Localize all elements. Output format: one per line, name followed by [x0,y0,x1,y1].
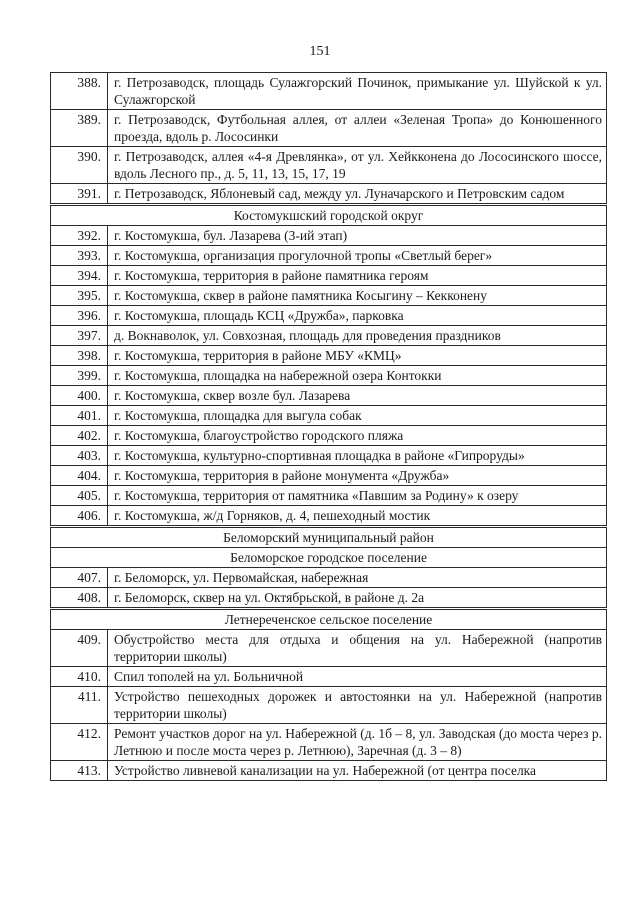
item-number: 400. [51,386,108,406]
item-number: 398. [51,346,108,366]
item-number: 391. [51,184,108,205]
table-row [51,266,607,286]
locations-table [50,72,607,781]
item-number: 404. [51,466,108,486]
table-row [51,386,607,406]
item-number: 402. [51,426,108,446]
item-number: 389. [51,110,108,147]
table-row [51,366,607,386]
item-description: г. Костомукша, площадка на набережной озера Контокки [108,366,607,386]
section-heading-row [51,205,607,226]
item-description: г. Костомукша, сквер возле бул. Лазарева [108,386,607,406]
section-heading: Костомукшский городской округ [51,205,607,226]
item-description: Устройство ливневой канализации на ул. Набережной (от центра поселка [108,761,607,781]
table-row [51,110,607,147]
table-row [51,406,607,426]
item-number: 390. [51,147,108,184]
section-heading: Летнереченское сельское поселение [51,609,607,630]
item-number: 410. [51,667,108,687]
item-description: г. Костомукша, бул. Лазарева (3-ий этап) [108,226,607,246]
table-row [51,667,607,687]
table-row [51,73,607,110]
table-row [51,568,607,588]
item-number: 396. [51,306,108,326]
table-row [51,486,607,506]
locations-table-body [51,73,607,781]
item-number: 408. [51,588,108,609]
section-heading-row [51,527,607,548]
item-number: 401. [51,406,108,426]
item-description: г. Петрозаводск, Футбольная аллея, от аллеи «Зеленая Тропа» до Конюшенного проезда, вдоль р. Лососинки [108,110,607,147]
table-row [51,147,607,184]
item-description: г. Беломорск, сквер на ул. Октябрьской, в районе д. 2а [108,588,607,609]
table-row [51,286,607,306]
table-row [51,226,607,246]
item-number: 392. [51,226,108,246]
item-description: Обустройство места для отдыха и общения на ул. Набережной (напротив территории школы) [108,630,607,667]
item-number: 394. [51,266,108,286]
item-description: Спил тополей на ул. Больничной [108,667,607,687]
table-row [51,630,607,667]
item-number: 393. [51,246,108,266]
item-number: 405. [51,486,108,506]
section-heading: Беломорское городское поселение [51,548,607,568]
item-description: г. Костомукша, сквер в районе памятника Косыгину – Кекконену [108,286,607,306]
item-description: д. Вокнаволок, ул. Совхозная, площадь для проведения праздников [108,326,607,346]
item-number: 395. [51,286,108,306]
table-row [51,426,607,446]
item-description: г. Костомукша, территория в районе МБУ «КМЦ» [108,346,607,366]
item-number: 409. [51,630,108,667]
section-heading-row [51,548,607,568]
section-heading-row [51,609,607,630]
item-number: 399. [51,366,108,386]
table-row [51,326,607,346]
table-row [51,466,607,486]
item-description: г. Беломорск, ул. Первомайская, набережная [108,568,607,588]
item-description: г. Костомукша, культурно-спортивная площадка в районе «Гипроруды» [108,446,607,466]
item-number: 397. [51,326,108,346]
section-heading: Беломорский муниципальный район [51,527,607,548]
item-number: 403. [51,446,108,466]
item-number: 388. [51,73,108,110]
table-row [51,506,607,527]
item-number: 413. [51,761,108,781]
table-row [51,687,607,724]
item-description: г. Костомукша, площадка для выгула собак [108,406,607,426]
item-description: г. Петрозаводск, Яблоневый сад, между ул. Луначарского и Петровским садом [108,184,607,205]
table-row [51,446,607,466]
table-row [51,184,607,205]
item-description: г. Костомукша, ж/д Горняков, д. 4, пешеходный мостик [108,506,607,527]
item-description: г. Петрозаводск, аллея «4-я Древлянка», от ул. Хейкконена до Лососинского шоссе, вдоль Лесного пр., д. 5, 11, 13, 15, 17, 19 [108,147,607,184]
item-description: г. Петрозаводск, площадь Сулажгорский Починок, примыкание ул. Шуйской к ул. Сулажгорской [108,73,607,110]
table-row [51,306,607,326]
item-description: г. Костомукша, площадь КСЦ «Дружба», парковка [108,306,607,326]
item-description: г. Костомукша, благоустройство городского пляжа [108,426,607,446]
item-description: Ремонт участков дорог на ул. Набережной (д. 1б – 8, ул. Заводская (до моста через р. Летнюю и после моста через р. Летнюю), Заречная (д. 3 – 8) [108,724,607,761]
table-row [51,246,607,266]
item-description: г. Костомукша, территория в районе памятника героям [108,266,607,286]
item-description: г. Костомукша, территория от памятника «Павшим за Родину» к озеру [108,486,607,506]
item-description: г. Костомукша, организация прогулочной тропы «Светлый берег» [108,246,607,266]
table-row [51,724,607,761]
item-description: Устройство пешеходных дорожек и автостоянки на ул. Набережной (напротив территории школы) [108,687,607,724]
table-row [51,761,607,781]
item-number: 407. [51,568,108,588]
item-description: г. Костомукша, территория в районе монумента «Дружба» [108,466,607,486]
table-row [51,346,607,366]
page-number: 151 [309,44,331,59]
item-number: 411. [51,687,108,724]
table-row [51,588,607,609]
item-number: 412. [51,724,108,761]
item-number: 406. [51,506,108,527]
